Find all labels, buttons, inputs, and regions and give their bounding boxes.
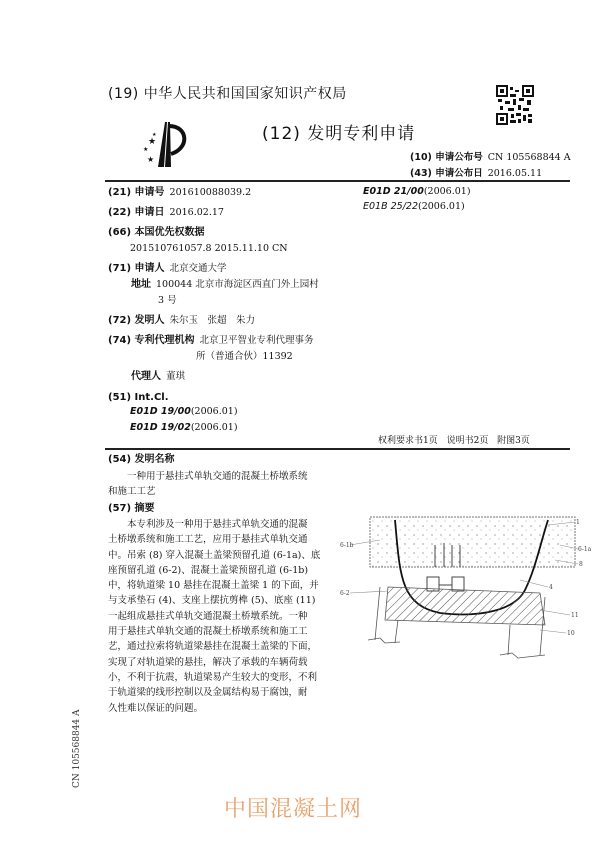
abstract-line: 于轨道梁的线形控制以及金属结构易于腐蚀，耐 xyxy=(108,687,308,699)
figure-label: 4 xyxy=(549,584,553,591)
abstract-line: 一起组成悬挂式单轨交通混凝土桥墩系统。一种 xyxy=(108,610,308,622)
abstract-line: 用于悬挂式单轨交通的混凝土桥墩系统和施工工 xyxy=(108,626,308,638)
invention-title-line: 和施工工艺 xyxy=(108,486,156,498)
application-number xyxy=(108,186,251,200)
svg-text:★: ★ xyxy=(148,137,157,147)
publication-number-label: (10) 申请公布号 xyxy=(410,152,483,163)
abstract-label: (57) 摘要 xyxy=(108,503,155,514)
application-date-label: (22) 申请日 xyxy=(108,207,165,218)
invention-title-line: 一种用于悬挂式单轨交通的混凝土桥墩系统 xyxy=(127,471,308,482)
priority-data-value: 201510761057.8 2015.11.10 CN xyxy=(130,243,288,254)
ipc-entry xyxy=(363,201,465,212)
abstract-line: 土桥墩系统和施工工艺，应用于悬挂式单轨交通 xyxy=(108,534,308,546)
svg-text:★: ★ xyxy=(152,132,157,138)
agent xyxy=(131,370,185,384)
ipc-date: (2006.01) xyxy=(418,201,465,212)
header-divider xyxy=(105,180,570,182)
inventors-value: 朱尔玉 张超 朱力 xyxy=(169,315,256,326)
inventors xyxy=(108,314,255,328)
int-cl-code: E01D 19/02 xyxy=(130,422,191,433)
section-divider xyxy=(105,448,570,450)
application-number-label: (21) 申请号 xyxy=(108,187,165,198)
patent-agency-line-2: 所（普通合伙）11392 xyxy=(196,351,293,362)
address-line-2: 3 号 xyxy=(158,295,177,306)
address-line-1: 100044 北京市海淀区西直门外上园村 xyxy=(156,279,319,290)
svg-text:★: ★ xyxy=(143,146,149,153)
figure-label: 6-1a xyxy=(578,546,592,553)
publication-date-label: (43) 申请公布日 xyxy=(410,168,483,179)
abstract-line: 小，不利于抗震，轨道梁易产生较大的变形，不利 xyxy=(108,671,318,683)
abstract-line: 与支承垫石 (4)、支座上摆抗剪榫 (5)、底座 (11) xyxy=(108,595,316,607)
abstract-line: 久性难以保证的问题。 xyxy=(108,702,204,714)
office-name: (19) 中华人民共和国国家知识产权局 xyxy=(108,86,347,102)
abstract-line: 座预留孔道 (6-2)、混凝土盖梁预留孔道 (6-1b) xyxy=(108,564,309,576)
address-label: 地址 xyxy=(131,279,151,290)
invention-title xyxy=(108,469,348,500)
figure-label: 8 xyxy=(579,561,583,568)
application-date-value: 2016.02.17 xyxy=(169,207,224,218)
abstract-line: 本专利涉及一种用于悬挂式单轨交通的混凝 xyxy=(108,519,308,530)
application-date xyxy=(108,206,224,220)
page-counts: 权利要求书1页 说明书2页 附图3页 xyxy=(378,436,530,446)
abstract-body xyxy=(108,517,348,716)
int-cl-date: (2006.01) xyxy=(190,406,238,417)
ipc-code: E01D 21/00 xyxy=(363,186,424,197)
abstract-line: 中，将轨道梁 10 悬挂在混凝土盖梁 1 的下面，并 xyxy=(108,580,319,592)
ipc-entry xyxy=(363,186,471,197)
int-cl-code: E01D 19/00 xyxy=(130,406,191,417)
figure-label: 10 xyxy=(567,630,575,637)
publication-date xyxy=(410,165,542,179)
publication-date-value: 2016.05.11 xyxy=(487,168,543,179)
svg-text:★: ★ xyxy=(147,155,155,164)
figure-label: 6-1b xyxy=(340,542,354,549)
agent-label: 代理人 xyxy=(131,371,161,382)
patent-agency xyxy=(108,334,314,348)
int-cl-entry xyxy=(130,406,238,417)
side-publication-number: CN 105568844 A xyxy=(72,709,82,788)
abstract-line: 艺，通过拉索将轨道梁悬挂在混凝土盖梁的下面， xyxy=(108,641,318,653)
applicant-label: (71) 申请人 xyxy=(108,263,165,274)
figure-label: 1 xyxy=(576,519,580,526)
application-number-value: 201610088039.2 xyxy=(169,187,252,198)
patent-agency-label: (74) 专利代理机构 xyxy=(108,335,195,346)
ipc-date: (2006.01) xyxy=(423,186,471,197)
cnipa-logo-icon xyxy=(138,120,198,170)
inventors-label: (72) 发明人 xyxy=(108,315,165,326)
watermark: 中国混凝土网 xyxy=(224,797,363,822)
document-type: (12) 发明专利申请 xyxy=(262,124,416,144)
figure-label: 6-2 xyxy=(340,590,350,597)
applicant xyxy=(108,262,227,276)
abstract-line: 中。吊索 (8) 穿入混凝土盖梁预留孔道 (6-1a)、底 xyxy=(108,549,321,561)
qr-code-icon[interactable] xyxy=(496,85,534,125)
priority-data-label: (66) 本国优先权数据 xyxy=(108,227,205,238)
bridge-pier-figure xyxy=(340,505,592,665)
abstract-line: 实现了对轨道梁的悬挂，解决了承载的车辆荷载 xyxy=(108,656,308,668)
int-cl-label: (51) Int.Cl. xyxy=(108,392,169,403)
applicant-value: 北京交通大学 xyxy=(169,263,227,274)
ipc-code: E01B 25/22 xyxy=(363,201,419,212)
agent-value: 董琪 xyxy=(166,371,186,382)
publication-number-value: CN 105568844 A xyxy=(487,152,571,163)
invention-title-label: (54) 发明名称 xyxy=(108,454,175,465)
patent-agency-line-1: 北京卫平智业专利代理事务 xyxy=(199,335,314,346)
int-cl-entry xyxy=(130,422,238,433)
int-cl-date: (2006.01) xyxy=(190,422,238,433)
address xyxy=(131,278,319,292)
publication-number xyxy=(410,149,571,163)
figure-label: 11 xyxy=(571,612,579,619)
